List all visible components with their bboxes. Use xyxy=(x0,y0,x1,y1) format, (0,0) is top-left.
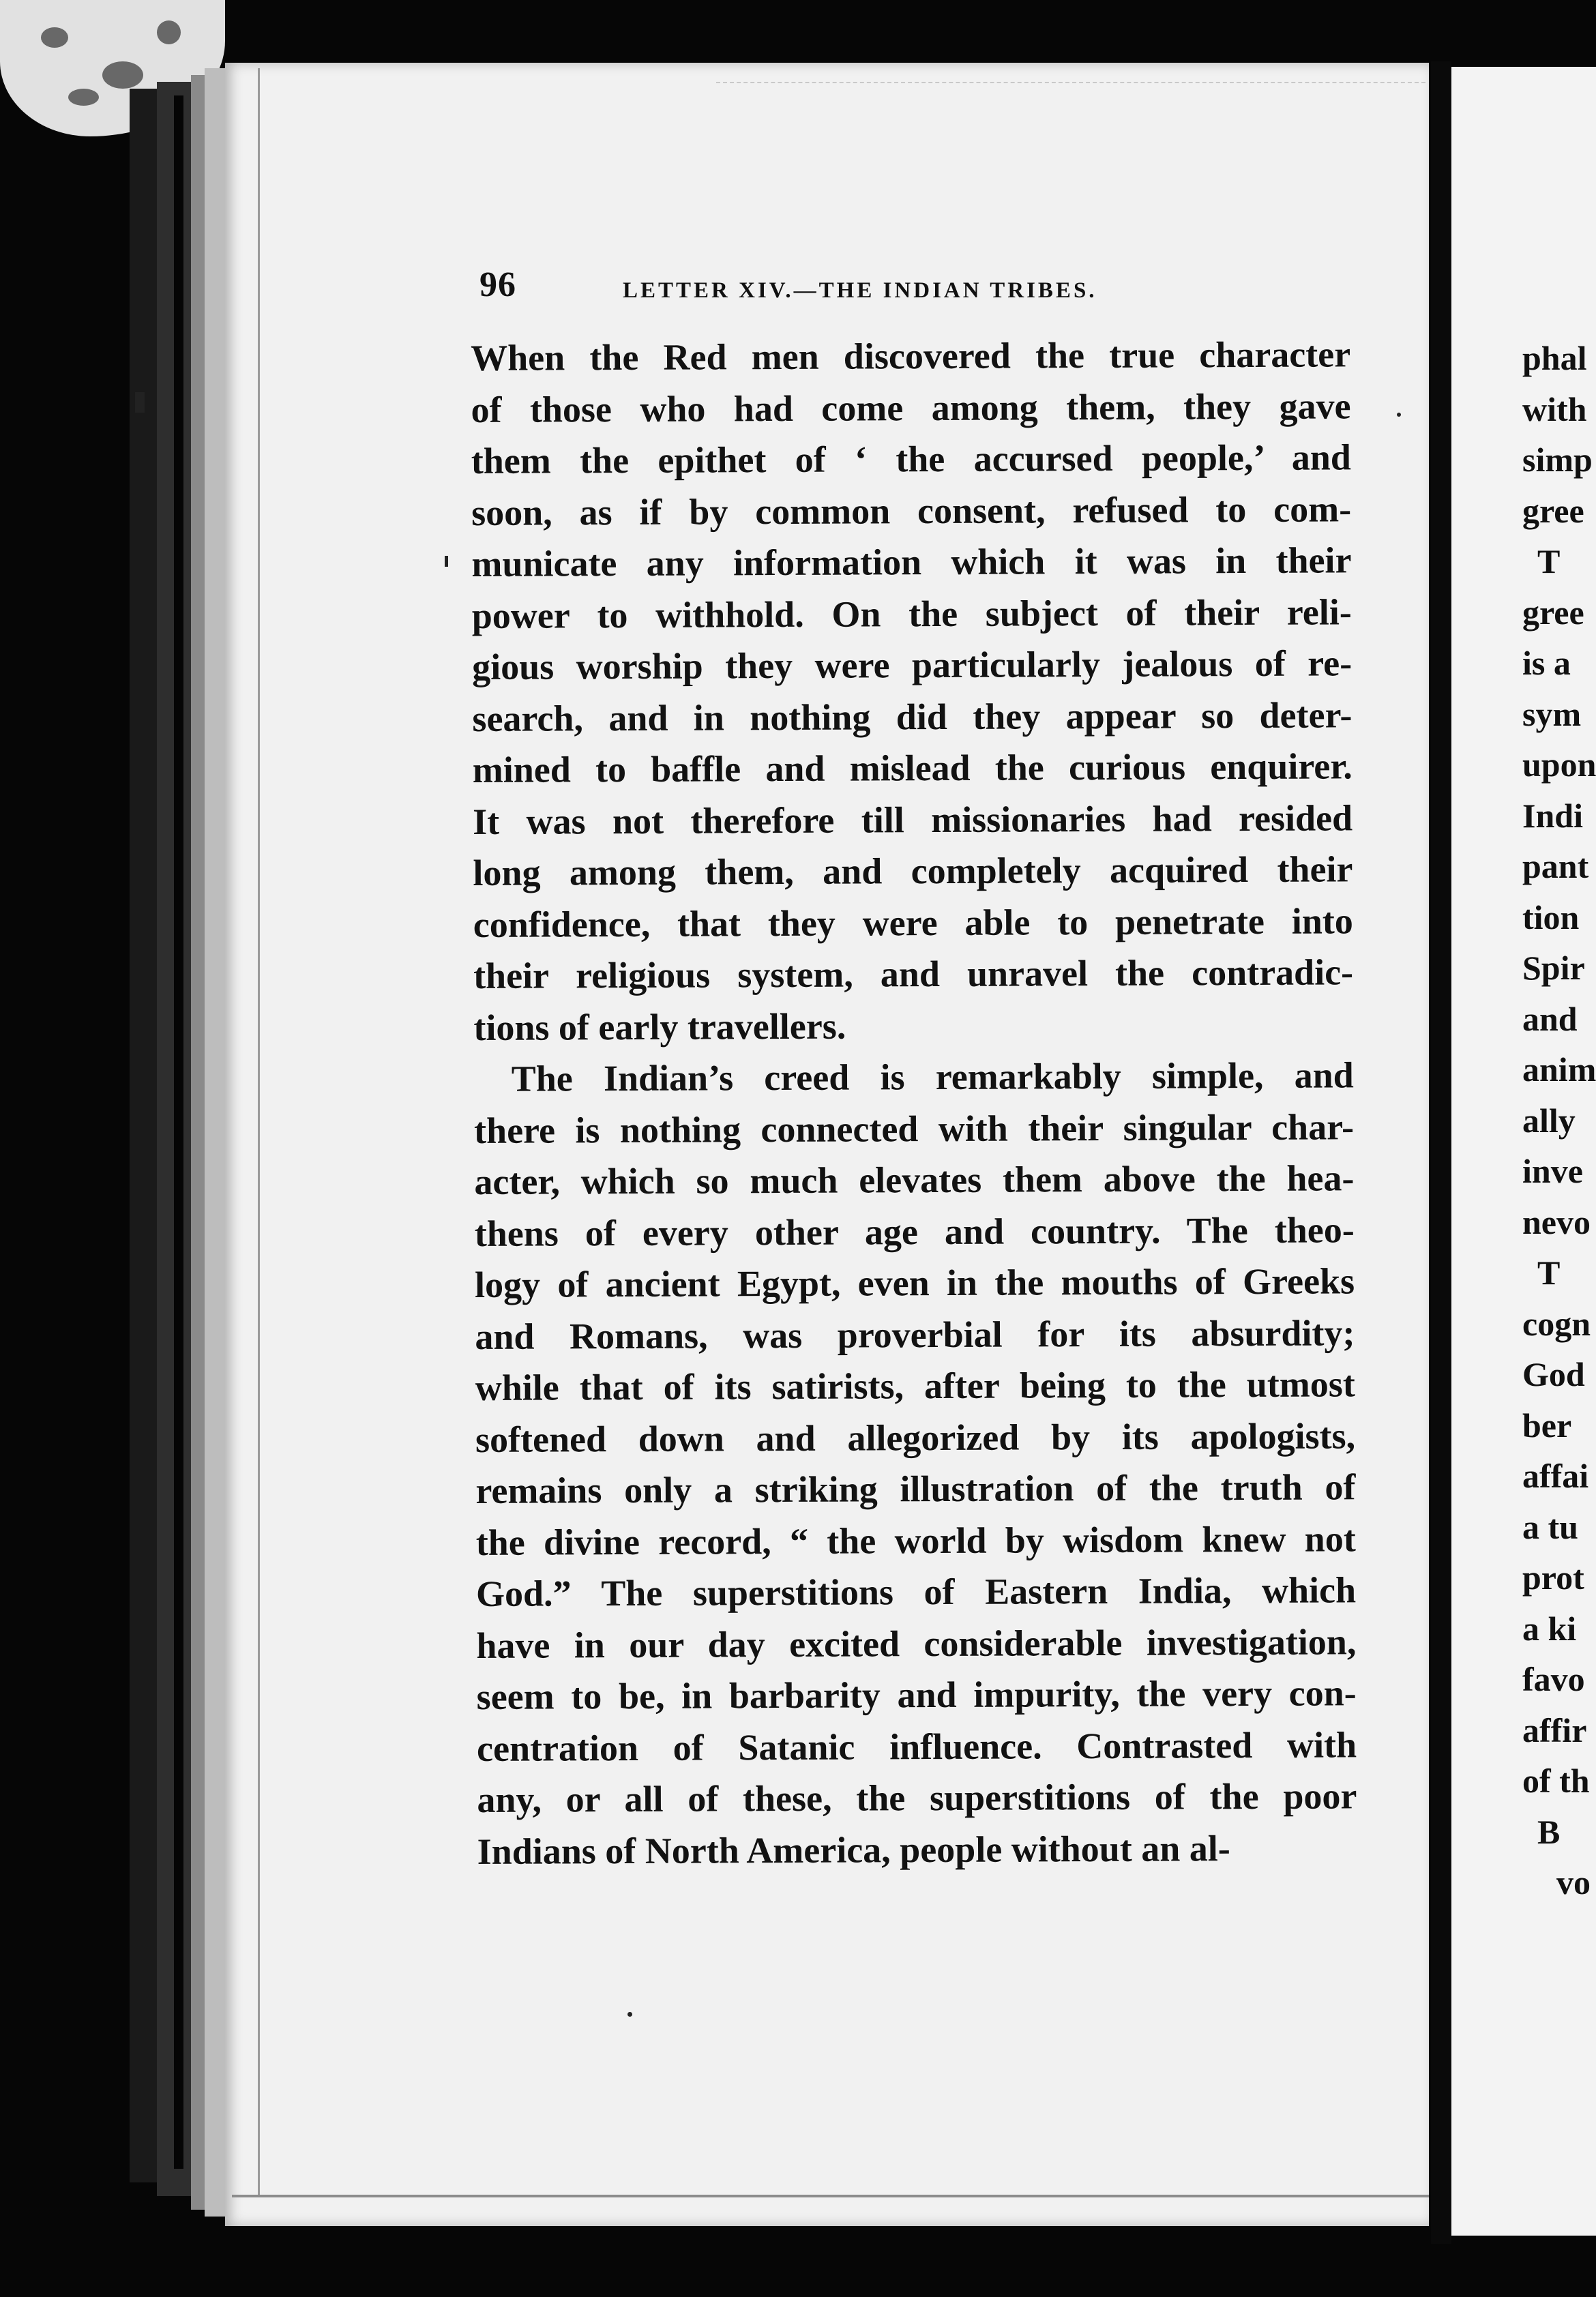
gutter-shadow xyxy=(174,95,183,2169)
text-line: search, and in nothing did they appear so deter- xyxy=(472,694,1353,739)
text-line: the divine record, “ the world by wisdom knew not xyxy=(475,1517,1356,1563)
facing-page-fragment: upon xyxy=(1522,745,1596,784)
facing-page-fragment: vo xyxy=(1556,1863,1591,1901)
text-line: any, or all of these, the superstitions of the poor xyxy=(477,1775,1357,1820)
facing-page-fragment: gree xyxy=(1522,491,1584,530)
text-line: while that of its satirists, after being to the utmost xyxy=(475,1363,1355,1408)
facing-page-fragment: and xyxy=(1522,999,1578,1038)
ink-speck xyxy=(1397,413,1401,417)
text-line: long among them, and completely acquired their xyxy=(473,848,1353,893)
text-line: of those who had come among them, they gave xyxy=(471,385,1351,430)
facing-page-fragment: of th xyxy=(1522,1762,1590,1800)
facing-page-fragment: ally xyxy=(1522,1101,1576,1140)
text-line: tions of early travellers. xyxy=(473,1005,846,1048)
ink-speck xyxy=(627,2012,632,2017)
facing-page-fragment: affai xyxy=(1522,1457,1589,1495)
text-line: When the Red men discovered the true character xyxy=(471,334,1351,379)
facing-page-fragment: gree xyxy=(1522,593,1584,632)
facing-page-fragment: sym xyxy=(1522,694,1582,733)
text-line: centration of Satanic influence. Contrasted with xyxy=(476,1723,1357,1769)
margin-mark xyxy=(135,392,145,413)
text-line: there is nothing connected with their singular char- xyxy=(473,1106,1355,1151)
page-header xyxy=(479,265,1216,312)
facing-page-fragment: God xyxy=(1522,1355,1585,1393)
facing-page-fragment: cogn xyxy=(1522,1304,1591,1343)
text-line: thens of every other age and country. The theo- xyxy=(474,1209,1355,1254)
facing-page-fragment: T xyxy=(1537,1254,1561,1292)
text-line: confidence, that they were able to penetrate into xyxy=(473,900,1353,945)
facing-page-fragment: favo xyxy=(1522,1660,1585,1698)
margin-mark xyxy=(445,556,448,567)
facing-page-fragment: with xyxy=(1522,389,1587,428)
text-line: seem to be, in barbarity and impurity, the very con- xyxy=(476,1672,1357,1717)
text-line: acter, which so much elevates them above the hea- xyxy=(474,1157,1355,1202)
facing-page-fragment: tion xyxy=(1522,898,1580,936)
text-line: softened down and allegorized by its apologists, xyxy=(475,1414,1356,1460)
facing-page-fragment: simp xyxy=(1522,441,1593,479)
page-top-speckle xyxy=(716,82,1425,121)
page-number: 96 xyxy=(479,265,516,304)
text-line: logy of ancient Egypt, even in the mouths of Greeks xyxy=(474,1260,1355,1305)
body-text xyxy=(471,329,1357,1878)
text-line: remains only a striking illustration of the truth of xyxy=(475,1466,1356,1511)
facing-page-fragment: anim xyxy=(1522,1050,1596,1088)
facing-page-fragment: is a xyxy=(1522,644,1571,682)
text-line: their religious system, and unravel the contradic- xyxy=(473,951,1354,996)
facing-page-fragment: Spir xyxy=(1522,949,1585,987)
facing-page-fragment: nevo xyxy=(1522,1202,1591,1241)
text-line: soon, as if by common consent, refused to com- xyxy=(471,488,1352,533)
text-line: God.” The superstitions of Eastern India, which xyxy=(475,1569,1357,1614)
text-line: power to withhold. On the subject of their reli- xyxy=(471,591,1352,636)
facing-page-fragment: phal xyxy=(1522,339,1587,377)
facing-page-fragment: B xyxy=(1537,1812,1561,1851)
text-line: It was not therefore till missionaries had resided xyxy=(472,797,1353,842)
facing-page-fragment: inve xyxy=(1522,1152,1583,1190)
facing-page-fragment: affir xyxy=(1522,1710,1587,1749)
running-head: LETTER XIV.—THE INDIAN TRIBES. xyxy=(623,278,1097,303)
page-bottom-edge xyxy=(232,2195,1429,2197)
facing-page-fragment: T xyxy=(1537,542,1561,580)
facing-page-fragment: ber xyxy=(1522,1406,1572,1444)
text-line: and Romans, was proverbial for its absurdity; xyxy=(475,1311,1355,1357)
facing-page-fragment: prot xyxy=(1522,1558,1584,1597)
text-line: Indians of North America, people without an al- xyxy=(477,1827,1230,1872)
facing-page-fragment: pant xyxy=(1522,847,1589,885)
text-line: gious worship they were particularly jealous of re- xyxy=(472,642,1353,687)
text-line: mined to baffle and mislead the curious enquirer. xyxy=(472,745,1353,790)
facing-page-fragment: a tu xyxy=(1522,1507,1578,1546)
text-line: The Indian’s creed is remarkably simple, and xyxy=(511,1054,1354,1099)
facing-page-fragment: Indi xyxy=(1522,796,1583,835)
facing-page-text xyxy=(1522,333,1596,1908)
facing-page-fragment: a ki xyxy=(1522,1609,1577,1648)
book-gutter xyxy=(1431,61,1451,2244)
text-line: them the epithet of ‘ the accursed people,’ and xyxy=(471,436,1351,481)
page-fold-line xyxy=(258,68,260,2196)
text-line: have in our day excited considerable investigation, xyxy=(476,1620,1357,1666)
text-line: municate any information which it was in their xyxy=(471,539,1352,584)
